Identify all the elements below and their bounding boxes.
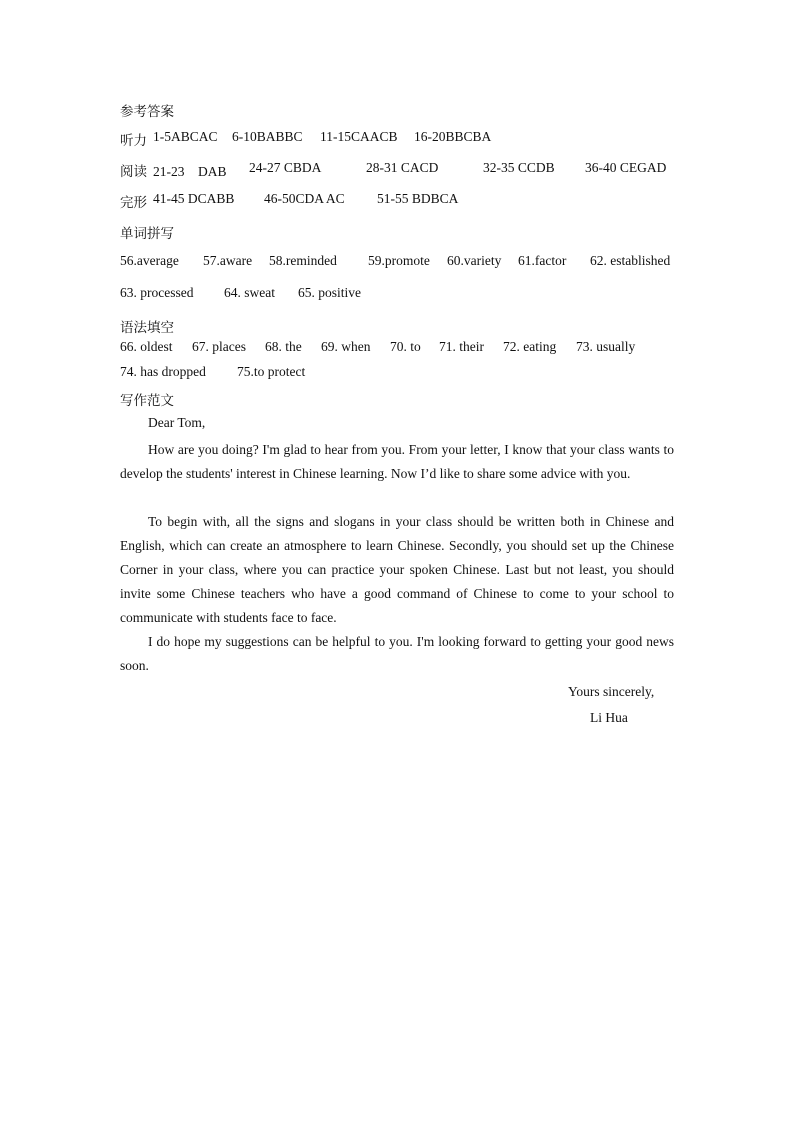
- letter-closing: Yours sincerely,: [568, 684, 655, 699]
- spelling-item: 64. sweat: [224, 285, 275, 300]
- grammar-item: 69. when: [321, 339, 371, 354]
- cloze-group: 41-45 DCABB: [153, 191, 235, 206]
- listening-group: 1-5ABCAC: [153, 129, 218, 144]
- grammar-item: 70. to: [390, 339, 421, 354]
- listening-group: 16-20BBCBA: [414, 129, 492, 144]
- grammar-item: 67. places: [192, 339, 246, 354]
- listening-label: 听力: [120, 133, 147, 148]
- answers-title: 参考答案: [120, 104, 174, 120]
- letter-greeting: Dear Tom,: [148, 415, 206, 430]
- grammar-item: 71. their: [439, 339, 484, 354]
- reading-group: 32-35 CCDB: [483, 160, 555, 175]
- listening-group: 6-10BABBC: [232, 129, 303, 144]
- spelling-item: 62. established: [590, 253, 671, 268]
- writing-title: 写作范文: [120, 393, 174, 409]
- spelling-title: 单词拼写: [120, 226, 174, 242]
- reading-group: 21-23 DAB: [153, 164, 227, 179]
- reading-group: 28-31 CACD: [366, 160, 439, 175]
- grammar-item: 72. eating: [503, 339, 557, 354]
- spelling-item: 58.reminded: [269, 253, 337, 268]
- grammar-item: 66. oldest: [120, 339, 173, 354]
- spelling-item: 59.promote: [368, 253, 430, 268]
- spelling-item: 65. positive: [298, 285, 361, 300]
- grammar-item: 68. the: [265, 339, 302, 354]
- listening-group: 11-15CAACB: [320, 129, 398, 144]
- cloze-group: 46-50CDA AC: [264, 191, 345, 206]
- letter-signature: Li Hua: [590, 710, 628, 725]
- grammar-title: 语法填空: [120, 320, 174, 336]
- reading-group: 36-40 CEGAD: [585, 160, 667, 175]
- reading-label: 阅读: [120, 164, 147, 179]
- cloze-label: 完形: [120, 195, 147, 210]
- letter-paragraph: How are you doing? I'm glad to hear from you. From your letter, I know that your class wants to develop the students' interest in Chinese learning. Now I’d like to share some advice with you.: [120, 442, 674, 481]
- grammar-item: 75.to protect: [237, 364, 306, 379]
- grammar-item: 74. has dropped: [120, 364, 206, 379]
- spelling-item: 57.aware: [203, 253, 253, 268]
- letter-paragraph: To begin with, all the signs and slogans in your class should be written both in Chinese and English, which can create an atmosphere to learn Chinese. Secondly, you should set up the Chinese Corner in your class, where you can practice your spoken Chinese. Last but not least, you should invite some Chinese teachers who have a good command of Chinese to come to your school to communicate with students face to face.: [120, 514, 674, 625]
- spelling-item: 61.factor: [518, 253, 567, 268]
- spelling-item: 63. processed: [120, 285, 194, 300]
- spelling-item: 56.average: [120, 253, 179, 268]
- reading-group: 24-27 CBDA: [249, 160, 322, 175]
- cloze-group: 51-55 BDBCA: [377, 191, 459, 206]
- letter-paragraph: I do hope my suggestions can be helpful to you. I'm looking forward to getting your good news soon.: [120, 634, 674, 673]
- spelling-item: 60.variety: [447, 253, 502, 268]
- grammar-item: 73. usually: [576, 339, 636, 354]
